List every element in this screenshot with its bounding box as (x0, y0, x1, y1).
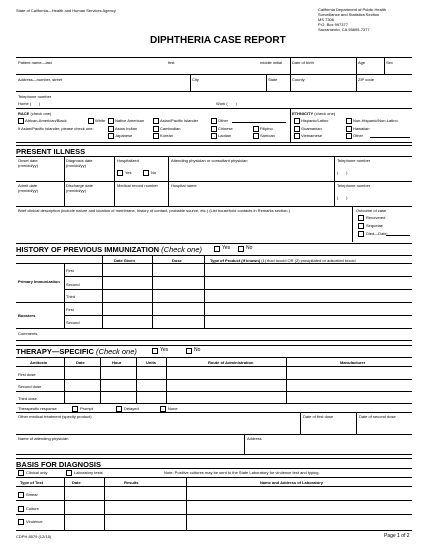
label-zip: ZIP code (358, 77, 374, 82)
admit-text: Admit date (18, 183, 38, 188)
asian-option: Vietnamese (301, 133, 323, 138)
race-checkbox[interactable] (211, 118, 217, 124)
onset-text: Onset date (18, 158, 38, 163)
race-option: White (95, 118, 106, 123)
therapy-title-text: THERAPY—SPECIFIC (16, 347, 94, 356)
type-note: (If known) (241, 258, 261, 263)
label-hospital-name: Hospital name (171, 183, 197, 188)
asian-option: Korean (160, 133, 173, 138)
agency-line: California Department of Public Health (318, 7, 387, 12)
therapy-yes-checkbox[interactable] (152, 348, 158, 354)
diag-fmt: (mm/dd/yy) (66, 163, 86, 168)
home-text: Home (18, 101, 29, 106)
agency-left: State of California—Health and Human Services Agency (16, 8, 116, 13)
outcome-option: Recovered (366, 215, 386, 220)
ethnicity-label: ETHNICITY (292, 111, 314, 116)
label-middle-initial: middle initial (260, 60, 283, 65)
therapy-no: No (194, 347, 201, 353)
col-date-given: Date Given (114, 258, 135, 263)
diagnosis-note: Note: Positive cultures may be sent to the State Laboratory for virulence test and typing. (164, 470, 320, 475)
form-id: CDPH 8579 (12/15) (16, 534, 52, 539)
label-discharge-date (66, 183, 93, 193)
attending-name-label: Name of attending physician (18, 436, 69, 441)
asian-option: Filipino (260, 126, 273, 131)
asian-checkbox[interactable] (253, 133, 259, 139)
asian-option: Samoan (260, 133, 275, 138)
diag-row: Virulence (26, 519, 43, 524)
race-option: Native American (115, 118, 145, 123)
col-units: Units (146, 360, 156, 365)
asian-option: Chinese (218, 126, 233, 131)
response-option: None (168, 406, 178, 411)
outcome-checkbox[interactable] (358, 231, 364, 237)
asian-checkbox[interactable] (346, 133, 352, 139)
response-option: Prompt (80, 406, 93, 411)
booster-row: First (66, 307, 74, 312)
col-antitoxin: Antitoxin (30, 360, 48, 365)
ethnicity-option: Hispanic/Latino (301, 118, 329, 123)
asian-option: Laotian (218, 133, 232, 138)
asian-option: Japanese (115, 133, 133, 138)
col-manufacturer: Manufacturer (340, 360, 366, 365)
label-attending: Attending physician or consultant physician (171, 158, 248, 163)
virulence-checkbox[interactable] (18, 519, 24, 525)
diag-row: Smear (26, 492, 38, 497)
label-telephone2: Telephone number (337, 183, 371, 188)
outcome-checkbox[interactable] (358, 223, 364, 229)
race-heading (18, 111, 51, 116)
therapy-check-one: (Check one) (96, 347, 137, 356)
hospitalized-yes-checkbox[interactable] (117, 170, 123, 176)
primary-row: Second (66, 282, 80, 287)
immunization-title (16, 245, 202, 254)
asian-checkbox[interactable] (253, 126, 259, 132)
ethnicity-heading (292, 111, 335, 116)
asian-checkbox[interactable] (108, 126, 114, 132)
primary-row: First (66, 268, 74, 273)
therapeutic-response-label: Therapeutic response (18, 406, 57, 411)
asian-checkbox[interactable] (294, 133, 300, 139)
discharge-text: Discharge date (66, 183, 93, 188)
race-option: Asian/Pacific Islander (160, 118, 199, 123)
label-medical-record: Medical record number (117, 183, 158, 188)
col-hour: Hour (112, 360, 122, 365)
present-illness-title: PRESENT ILLNESS (16, 147, 86, 156)
therapy-title (16, 347, 137, 356)
asian-checkbox[interactable] (211, 126, 217, 132)
label-onset-date (18, 158, 38, 168)
ethnicity-checkbox[interactable] (294, 118, 300, 124)
label-admit-date (18, 183, 38, 193)
hospitalized-yes: Yes (125, 170, 132, 175)
comments-label: Comments (18, 331, 38, 336)
immunization-title-text: HISTORY OF PREVIOUS IMMUNIZATION (16, 245, 160, 254)
lab-tests-label: Laboratory tests (74, 470, 103, 475)
race-checkbox[interactable] (18, 118, 24, 124)
therapy-no-checkbox[interactable] (186, 348, 192, 354)
race-checkbox[interactable] (153, 118, 159, 124)
label-name-last: Patient name—last (18, 60, 52, 65)
asian-checkbox[interactable] (211, 133, 217, 139)
admit-fmt: (mm/dd/yy) (18, 188, 38, 193)
asian-option: Guamanian (301, 126, 322, 131)
second-dose-label: Date of second dose (359, 414, 396, 419)
agency-line: MS 7306 (318, 17, 335, 22)
label-work: Work ( ) (216, 101, 237, 106)
work-text: Work (216, 101, 226, 106)
agency-line: Sacramento, CA 95899-7377 (318, 27, 370, 32)
label-age: Age (358, 60, 366, 65)
col-diag-date: Date (72, 480, 81, 485)
phone-parens: ( ) (337, 195, 348, 200)
ethnicity-note: (check one) (314, 111, 336, 116)
race-option: African-American/Black (25, 118, 67, 123)
therapy-yes: Yes (160, 347, 169, 353)
outcome-option: Sequelae (366, 223, 383, 228)
race-checkbox[interactable] (88, 118, 94, 124)
col-lab-name: Name and Address of Laboratory (260, 480, 323, 485)
race-checkbox[interactable] (108, 118, 114, 124)
label-brief-description: Brief clinical description (include nature and location of membrane, history of contact, probable source, etc.) (List household contacts in Remarks section.) (18, 208, 290, 213)
label-name-first: first (168, 60, 175, 65)
ethnicity-checkbox[interactable] (346, 118, 352, 124)
smear-checkbox[interactable] (18, 492, 24, 498)
label-address: Address—number, street (18, 77, 63, 82)
asian-option: Cambodian (160, 126, 181, 131)
col-results: Results (124, 480, 139, 485)
primary-label: Primary Immunization (18, 279, 60, 284)
first-dose-label: Date of first dose (303, 414, 334, 419)
label-diagnosis-date (66, 158, 92, 168)
label-state: State (268, 77, 278, 82)
immunization-no: No (246, 245, 253, 251)
agency-line: Surveillance and Statistics Section (318, 12, 380, 17)
asian-checkbox[interactable] (108, 133, 114, 139)
therapy-row: Second dose (18, 384, 42, 389)
asian-checkbox[interactable] (346, 126, 352, 132)
phone-parens: ( ) (337, 170, 348, 175)
diagnosis-title: BASIS FOR DIAGNOSIS (16, 460, 102, 469)
asian-option: Other (353, 133, 364, 138)
race-label: RACE (18, 111, 30, 116)
booster-row: Second (66, 320, 80, 325)
therapy-row: First dose (18, 372, 36, 377)
col-dose: Dose (172, 258, 182, 263)
hospitalized-no: No (151, 170, 157, 175)
type-rest: (1) fluid toxoid OR (2) precipitated or adsorbed toxoid (261, 258, 356, 263)
page-title: DIPHTHERIA CASE REPORT (150, 35, 286, 46)
label-outcome: Outcome of case (356, 208, 387, 213)
race-option: Other (218, 118, 229, 123)
label-dob: Date of birth (292, 60, 314, 65)
immunization-yes-checkbox[interactable] (214, 246, 220, 252)
agency-line: P.O. Box 997377 (318, 22, 348, 27)
ethnicity-option: Non-Hispanic/Non-Latino (353, 118, 398, 123)
immunization-check-one: (Check one) (161, 245, 203, 254)
race-note: (check one) (30, 111, 52, 116)
immunization-yes: Yes (222, 245, 231, 251)
therapy-address-label: Address (247, 436, 262, 441)
discharge-fmt: (mm/dd/yy) (66, 188, 86, 193)
boosters-label: Boosters (18, 313, 36, 318)
label-sex: Sex (386, 60, 393, 65)
lab-tests-checkbox[interactable] (66, 470, 72, 476)
response-option: Delayed (124, 406, 139, 411)
onset-fmt: (mm/dd/yy) (18, 163, 38, 168)
label-home: Home ( ) (18, 101, 41, 106)
therapy-row: Third dose (18, 396, 37, 401)
hospitalized-no-checkbox[interactable] (143, 170, 149, 176)
label-telephone1: Telephone number (337, 158, 371, 163)
culture-checkbox[interactable] (18, 506, 24, 512)
primary-row: Third (66, 294, 76, 299)
asian-checkbox[interactable] (153, 133, 159, 139)
col-date: Date (76, 360, 85, 365)
asian-option: Hawaiian (353, 126, 370, 131)
asian-option: Asian Indian (115, 126, 138, 131)
outcome-checkbox[interactable] (358, 215, 364, 221)
asian-checkbox[interactable] (153, 126, 159, 132)
asian-checkbox[interactable] (294, 126, 300, 132)
label-telephone: Telephone number (18, 94, 52, 99)
agency-right (318, 7, 418, 32)
other-treatment-label: Other medical treatment (specify product) (18, 414, 92, 419)
diag-row: Culture (26, 506, 39, 511)
type-label: Type of Product (210, 258, 241, 263)
col-type-of-test: Type of Test (20, 480, 43, 485)
label-hospitalized: Hospitalized (117, 158, 139, 163)
diag-text: Diagnosis date (66, 158, 93, 163)
clinical-only-label: Clinical only (26, 470, 48, 475)
asian-note: If Asian/Pacific Islander, please check one: (18, 126, 94, 131)
clinical-only-checkbox[interactable] (18, 470, 24, 476)
immunization-no-checkbox[interactable] (238, 246, 244, 252)
outcome-option: Died—Date: (366, 231, 388, 236)
label-county: County (292, 77, 305, 82)
col-route: Route of Administration (208, 360, 254, 365)
label-city: City (192, 77, 199, 82)
page-number: Page 1 of 2 (384, 533, 410, 539)
